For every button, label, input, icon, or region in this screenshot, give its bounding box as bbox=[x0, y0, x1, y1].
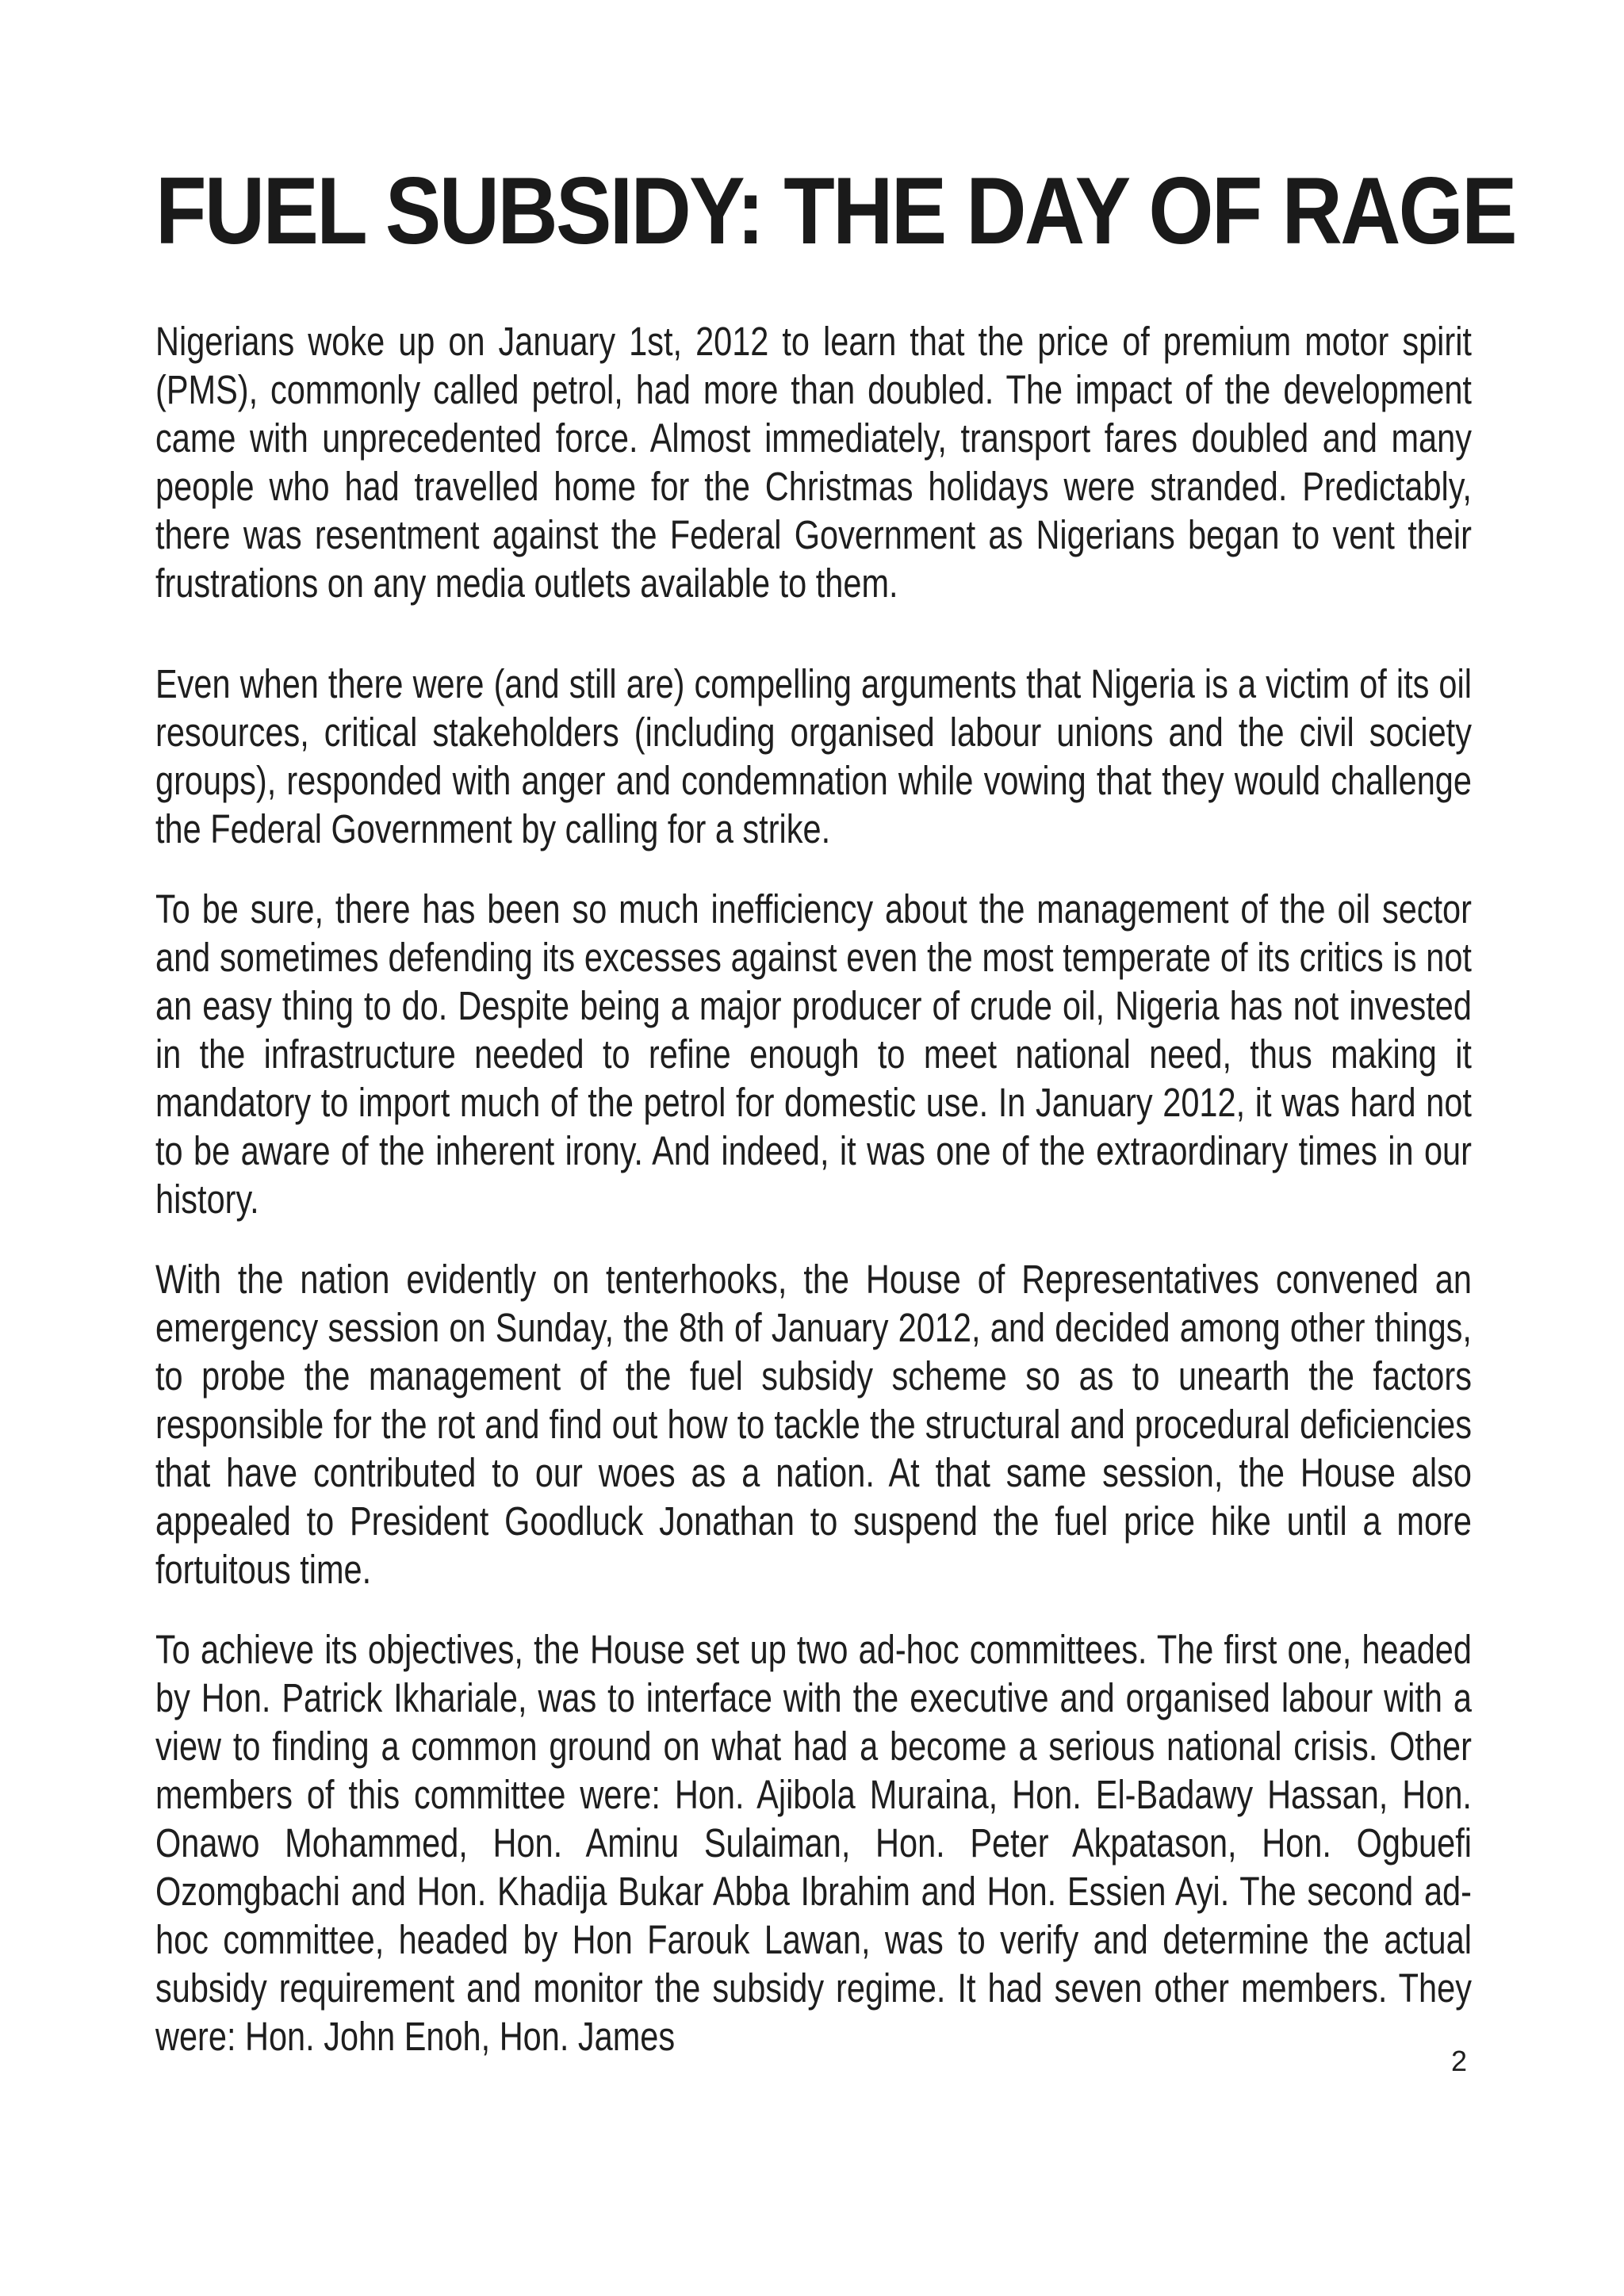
page-title: FUEL SUBSIDY: THE DAY OF RAGE bbox=[155, 158, 1515, 264]
paragraph-2: Even when there were (and still are) compelling arguments that Nigeria is a victim of its oil resources, critical stakeholders (including organised labour unions and the civil society groups), responded with anger and condemnation while vowing that they would challenge the Federal Government by calling for a strike. bbox=[155, 661, 1472, 851]
page-number: 2 bbox=[1451, 2045, 1468, 2077]
article-body bbox=[155, 317, 1472, 2061]
paragraph-4: With the nation evidently on tenterhooks, the House of Representatives convened an emergency session on Sunday, the 8th of January 2012, and decided among other things, to probe the management of the fuel subsidy scheme so as to unearth the factors responsible for the rot and find out how to tackle the structural and procedural deficiencies that have contributed to our woes as a nation. At that same session, the House also appealed to President Goodluck Jonathan to suspend the fuel price hike until a more fortuitous time. bbox=[155, 1257, 1472, 1592]
paragraph-5: To achieve its objectives, the House set up two ad-hoc committees. The first one, headed by Hon. Patrick Ikhariale, was to interface with the executive and organised labour with a view to finding a common ground on what had a become a serious national crisis. Other members of this committee were: Hon. Ajibola Muraina, Hon. El-Badawy Hassan, Hon. Onawo Mohammed, Hon. Aminu Sulaiman, Hon. Peter Akpatason, Hon. Ogbuefi Ozomgbachi and Hon. Khadija Bukar Abba Ibrahim and Hon. Essien Ayi. The second ad-hoc committee, headed by Hon Farouk Lawan, was to verify and determine the actual subsidy requirement and monitor the subsidy regime. It had seven other members. They were: Hon. John Enoh, Hon. James bbox=[155, 1627, 1472, 2059]
paragraph-3: To be sure, there has been so much inefficiency about the management of the oil sector and sometimes defending its excesses against even the most temperate of its critics is not an easy thing to do. Despite being a major producer of crude oil, Nigeria has not invested in the infrastructure needed to refine enough to meet national need, thus making it mandatory to import much of the petrol for domestic use. In January 2012, it was hard not to be aware of the inherent irony. And indeed, it was one of the extraordinary times in our history. bbox=[155, 886, 1472, 1222]
paragraph-1: Nigerians woke up on January 1st, 2012 to learn that the price of premium motor spirit (PMS), commonly called petrol, had more than doubled. The impact of the development came with unprecedented force. Almost immediately, transport fares doubled and many people who had travelled home for the Christmas holidays were stranded. Predictably, there was resentment against the Federal Government as Nigerians began to vent their frustrations on any media outlets available to them. bbox=[155, 319, 1472, 606]
